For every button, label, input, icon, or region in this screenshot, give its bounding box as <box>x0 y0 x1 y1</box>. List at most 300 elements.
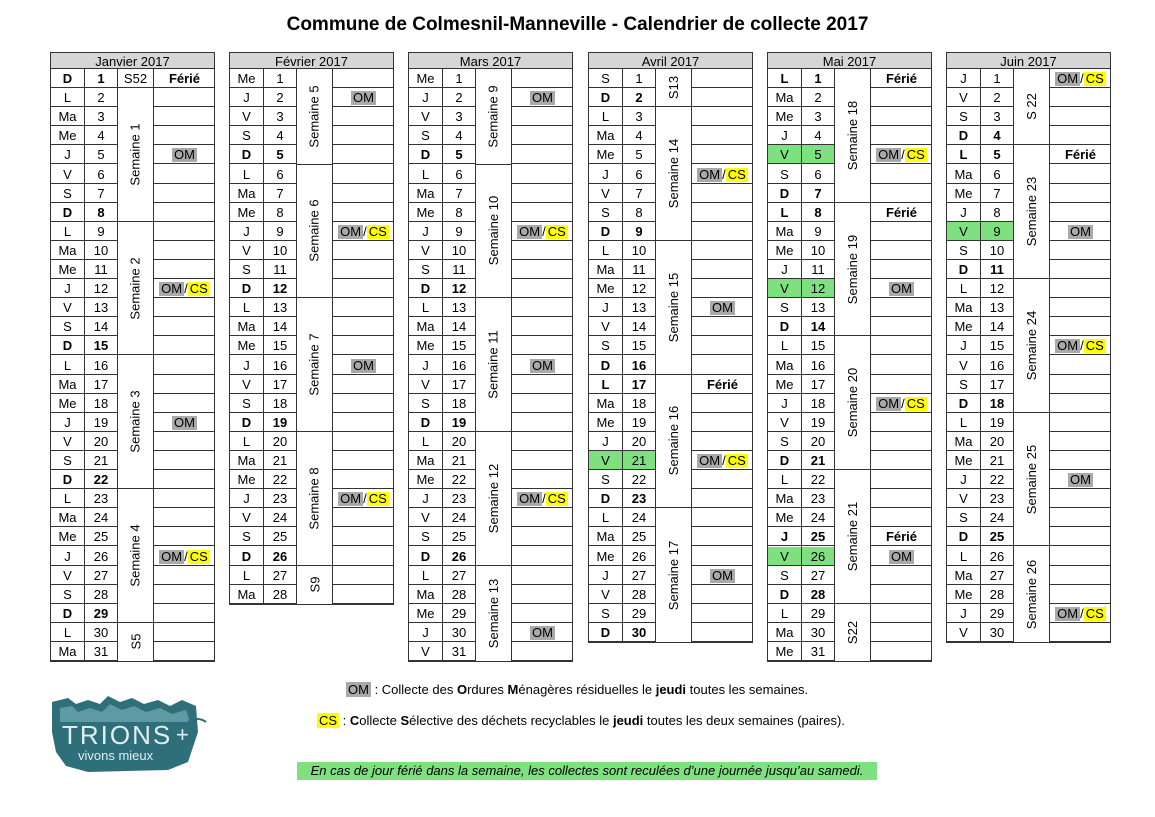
collection-cell <box>692 413 753 432</box>
date-cell: 17 <box>981 375 1013 394</box>
date-cell: 12 <box>981 279 1013 298</box>
collection-cell <box>154 604 215 623</box>
weekday-cell: Me <box>409 203 442 222</box>
collection-cell <box>871 222 932 241</box>
date-cell: 3 <box>264 107 296 126</box>
date-cell: 23 <box>264 489 296 508</box>
om-tag: OM <box>348 682 369 697</box>
collection-cell <box>1050 623 1111 642</box>
date-cell: 26 <box>443 547 475 566</box>
collection-cell <box>692 203 753 222</box>
weekday-cell: J <box>51 279 84 298</box>
weekday-cell: V <box>230 241 263 260</box>
holiday-label: Férié <box>885 529 918 545</box>
legend-cs: CS : Collecte Sélective des déchets recyclables le jeudi toutes les deux semaines (paires). <box>319 713 845 728</box>
collection-cell <box>154 336 215 355</box>
weekday-cell: D <box>589 88 622 107</box>
collection-cell <box>154 394 215 413</box>
date-cell: 4 <box>443 126 475 145</box>
weekday-cell: Me <box>51 394 84 413</box>
date-cell: 24 <box>443 508 475 527</box>
month-table <box>229 52 394 605</box>
weekday-cell: L <box>51 88 84 107</box>
weekday-cell: J <box>409 356 442 375</box>
week-label-text: Semaine 17 <box>666 540 682 610</box>
collection-cell <box>1050 566 1111 585</box>
date-cell: 16 <box>981 356 1013 375</box>
logo-graphic <box>48 692 210 774</box>
collection-cell <box>871 69 932 88</box>
collection-cell <box>692 356 753 375</box>
date-cell: 27 <box>443 566 475 585</box>
date-cell: 22 <box>623 470 655 489</box>
collection-cell <box>871 394 932 413</box>
collection-cell <box>1050 165 1111 184</box>
date-cell: 26 <box>981 547 1013 566</box>
date-cell: 26 <box>623 547 655 566</box>
weekday-cell: Me <box>230 203 263 222</box>
weekday-cell: S <box>589 203 622 222</box>
week-label-text: S5 <box>128 634 143 650</box>
date-cell: 28 <box>264 585 296 604</box>
weekday-cell: L <box>768 470 801 489</box>
collection-cell <box>692 585 753 604</box>
weekday-cell: J <box>51 413 84 432</box>
date-cell: 25 <box>85 527 117 546</box>
holiday-label: Férié <box>168 71 201 86</box>
date-cell: 21 <box>802 451 834 470</box>
om-badge: OM <box>1057 605 1079 621</box>
collection-cell <box>512 317 573 336</box>
weekday-cell: D <box>947 394 980 413</box>
date-cell: 26 <box>802 547 834 566</box>
weekday-cell: Me <box>51 126 84 145</box>
week-label-text: Semaine 14 <box>666 138 682 209</box>
date-cell: 15 <box>264 336 296 355</box>
date-cell: 8 <box>264 203 296 222</box>
weekday-cell: Me <box>409 336 442 355</box>
collection-cell <box>871 184 932 203</box>
collection-cell <box>692 279 753 298</box>
collection-cell <box>333 432 394 451</box>
om-badge: OM <box>712 300 733 316</box>
date-cell: 28 <box>981 585 1013 604</box>
weekday-cell: Me <box>409 604 442 623</box>
date-cell: 3 <box>85 107 117 126</box>
week-label-text: Semaine 13 <box>486 578 502 649</box>
collection-cell <box>692 527 753 546</box>
collection-cell <box>512 413 573 432</box>
date-cell: 21 <box>981 451 1013 470</box>
weekday-cell: D <box>230 279 263 298</box>
weekday-cell: Ma <box>768 222 801 241</box>
date-cell: 19 <box>623 413 655 432</box>
date-cell: 15 <box>443 336 475 355</box>
weekday-cell: L <box>409 298 442 317</box>
weekday-cell: Ma <box>947 566 980 585</box>
date-cell: 12 <box>443 279 475 298</box>
weekday-cell: Ma <box>409 317 442 336</box>
collection-cell <box>1050 394 1111 413</box>
collection-cell <box>512 508 573 527</box>
week-label <box>656 241 691 375</box>
collection-cell <box>512 356 573 375</box>
collection-cell <box>154 432 215 451</box>
date-cell: 3 <box>981 107 1013 126</box>
collection-cell <box>1050 260 1111 279</box>
cs-badge: CS <box>1085 338 1104 354</box>
collection-cell <box>154 642 215 661</box>
week-label-text: S22 <box>844 620 860 645</box>
date-cell: 9 <box>981 222 1013 241</box>
date-cell: 7 <box>85 184 117 203</box>
date-cell: 1 <box>981 69 1013 88</box>
collection-cell <box>1050 413 1111 432</box>
cs-tag: CS <box>319 713 338 728</box>
weekday-cell: J <box>230 88 263 107</box>
collection-cell <box>871 604 932 623</box>
weekday-cell: V <box>589 317 622 336</box>
date-cell: 7 <box>443 184 475 203</box>
om-badge: OM <box>878 147 900 163</box>
date-cell: 31 <box>443 642 475 661</box>
weekday-cell: J <box>589 566 622 585</box>
collection-cell <box>692 126 753 145</box>
collection-cell <box>154 585 215 604</box>
weekday-cell: Ma <box>768 356 801 375</box>
cs-badge: CS <box>189 281 208 297</box>
weekday-cell: L <box>589 375 622 394</box>
month-table <box>767 52 932 662</box>
weekday-cell: Me <box>230 69 263 88</box>
weekday-cell: Me <box>589 413 622 432</box>
collection-cell <box>154 203 215 222</box>
om-badge: OM <box>1070 223 1091 239</box>
weekday-cell: L <box>409 432 442 451</box>
date-cell: 30 <box>802 623 834 642</box>
weekday-cell: J <box>51 547 84 566</box>
weekday-cell: D <box>589 222 622 241</box>
weekday-cell: Me <box>51 527 84 546</box>
collection-cell <box>871 203 932 222</box>
badge-separator: / <box>901 147 905 163</box>
week-label-text: Semaine 24 <box>1024 310 1040 381</box>
week-label-text: Semaine 10 <box>486 196 502 266</box>
weekday-cell: J <box>947 69 980 88</box>
week-label-text: Semaine 7 <box>307 333 322 396</box>
collection-cell <box>692 566 753 585</box>
weekday-cell: V <box>51 298 84 317</box>
weekday-cell: V <box>947 623 980 642</box>
holiday-label: Férié <box>885 204 918 220</box>
collection-cell <box>512 260 573 279</box>
weekday-cell: V <box>589 585 622 604</box>
date-cell: 12 <box>623 279 655 298</box>
week-label-text: Semaine 23 <box>1024 177 1040 247</box>
weekday-cell: L <box>947 279 980 298</box>
collection-cell <box>871 317 932 336</box>
collection-cell <box>512 126 573 145</box>
collection-cell <box>1050 489 1111 508</box>
weekday-cell: Ma <box>230 451 263 470</box>
date-cell: 28 <box>85 585 117 604</box>
date-cell: 3 <box>443 107 475 126</box>
collection-cell <box>512 470 573 489</box>
date-cell: 21 <box>443 451 475 470</box>
collection-cell <box>692 604 753 623</box>
date-cell: 17 <box>623 375 655 394</box>
date-cell: 4 <box>802 126 834 145</box>
date-cell: 28 <box>443 585 475 604</box>
collection-cell <box>512 604 573 623</box>
weekday-cell: Me <box>589 547 622 566</box>
collection-cell <box>871 260 932 279</box>
date-cell: 6 <box>623 165 655 184</box>
date-cell: 13 <box>264 298 296 317</box>
om-badge: OM <box>340 491 362 507</box>
weekday-cell: L <box>230 165 263 184</box>
week-label-text: Semaine 8 <box>307 467 322 530</box>
collection-cell <box>871 165 932 184</box>
date-cell: 18 <box>443 394 475 413</box>
collection-cell <box>512 642 573 661</box>
page-title: Commune de Colmesnil-Manneville - Calendrier de collecte 2017 <box>286 14 869 35</box>
date-cell: 6 <box>981 165 1013 184</box>
date-cell: 26 <box>264 547 296 566</box>
collection-cell <box>333 451 394 470</box>
date-cell: 17 <box>443 375 475 394</box>
cs-badge: CS <box>727 166 746 182</box>
weekday-cell: Ma <box>230 585 263 604</box>
collection-cell <box>512 279 573 298</box>
badge-separator: / <box>901 395 905 411</box>
weekday-cell: L <box>51 222 84 241</box>
date-cell: 14 <box>802 317 834 336</box>
collection-cell <box>692 394 753 413</box>
date-cell: 11 <box>981 260 1013 279</box>
weekday-cell: D <box>409 279 442 298</box>
week-label <box>297 165 332 299</box>
date-cell: 2 <box>443 88 475 107</box>
weekday-cell: J <box>768 394 801 413</box>
collection-cell <box>154 107 215 126</box>
weekday-cell: L <box>230 432 263 451</box>
weekday-cell: V <box>51 165 84 184</box>
date-cell: 7 <box>981 184 1013 203</box>
weekday-cell: S <box>230 527 263 546</box>
date-cell: 15 <box>85 336 117 355</box>
collection-cell <box>154 69 215 88</box>
weekday-cell: Me <box>947 451 980 470</box>
collection-cell <box>1050 375 1111 394</box>
date-cell: 11 <box>443 260 475 279</box>
collection-cell <box>1050 547 1111 566</box>
date-cell: 24 <box>264 508 296 527</box>
collection-cell <box>154 356 215 375</box>
date-cell: 22 <box>443 470 475 489</box>
collection-cell <box>154 165 215 184</box>
collection-cell <box>154 145 215 164</box>
weekday-cell: L <box>51 623 84 642</box>
collection-cell <box>333 222 394 241</box>
collection-cell <box>1050 470 1111 489</box>
collection-cell <box>692 241 753 260</box>
month-grid <box>946 69 1111 643</box>
collection-cell <box>871 432 932 451</box>
weekday-cell: J <box>947 470 980 489</box>
date-cell: 3 <box>802 107 834 126</box>
collection-cell <box>154 470 215 489</box>
weekday-cell: V <box>230 508 263 527</box>
cs-badge: CS <box>906 147 925 163</box>
week-label <box>476 566 511 662</box>
date-cell: 20 <box>802 432 834 451</box>
collection-cell <box>333 203 394 222</box>
date-cell: 29 <box>623 604 655 623</box>
date-cell: 13 <box>623 298 655 317</box>
week-label <box>835 470 870 604</box>
weekday-cell: J <box>230 489 263 508</box>
badge-separator: / <box>363 491 367 507</box>
collection-cell <box>154 566 215 585</box>
weekday-cell: D <box>947 126 980 145</box>
date-cell: 21 <box>85 451 117 470</box>
month-grid <box>50 69 215 662</box>
date-cell: 7 <box>802 184 834 203</box>
collection-cell <box>333 527 394 546</box>
collection-cell <box>154 260 215 279</box>
week-label <box>118 356 153 490</box>
weekday-cell: V <box>409 508 442 527</box>
weekday-cell: Ma <box>51 375 84 394</box>
collection-cell <box>1050 317 1111 336</box>
collection-cell <box>1050 508 1111 527</box>
date-cell: 2 <box>85 88 117 107</box>
date-cell: 9 <box>85 222 117 241</box>
date-cell: 30 <box>623 623 655 642</box>
weekday-cell: S <box>947 107 980 126</box>
weekday-cell: L <box>947 413 980 432</box>
date-cell: 7 <box>264 184 296 203</box>
collection-cell <box>154 527 215 546</box>
collection-cell <box>871 279 932 298</box>
collection-cell <box>154 126 215 145</box>
date-cell: 30 <box>981 623 1013 642</box>
date-cell: 15 <box>981 336 1013 355</box>
weekday-cell: Ma <box>768 623 801 642</box>
collection-cell <box>871 489 932 508</box>
collection-cell <box>1050 222 1111 241</box>
date-cell: 9 <box>443 222 475 241</box>
collection-cell <box>871 336 932 355</box>
collection-cell <box>333 336 394 355</box>
date-cell: 9 <box>802 222 834 241</box>
date-cell: 20 <box>623 432 655 451</box>
weekday-cell: S <box>230 126 263 145</box>
collection-cell <box>333 470 394 489</box>
date-cell: 16 <box>802 356 834 375</box>
weekday-cell: V <box>409 241 442 260</box>
date-cell: 11 <box>264 260 296 279</box>
collection-cell <box>512 203 573 222</box>
month-header: Mars 2017 <box>408 52 573 69</box>
date-cell: 25 <box>981 527 1013 546</box>
date-cell: 11 <box>623 260 655 279</box>
weekday-cell: V <box>409 375 442 394</box>
weekday-cell: J <box>230 356 263 375</box>
weekday-cell: D <box>409 145 442 164</box>
collection-cell <box>871 375 932 394</box>
week-label-text: S9 <box>307 576 322 593</box>
om-badge: OM <box>699 166 721 182</box>
trions-logo <box>48 692 210 774</box>
om-badge: OM <box>699 453 721 468</box>
weekday-cell: V <box>768 547 801 566</box>
date-cell: 8 <box>981 203 1013 222</box>
collection-cell <box>333 241 394 260</box>
weekday-cell: S <box>768 298 801 317</box>
weekday-cell: V <box>409 107 442 126</box>
date-cell: 22 <box>264 470 296 489</box>
collection-cell <box>692 451 753 470</box>
collection-cell <box>512 566 573 585</box>
weekday-cell: Ma <box>409 585 442 604</box>
date-cell: 25 <box>802 527 834 546</box>
collection-cell <box>512 241 573 260</box>
weekday-cell: Me <box>947 184 980 203</box>
date-cell: 5 <box>623 145 655 164</box>
weekday-cell: J <box>947 336 980 355</box>
week-label-text: Semaine 4 <box>128 524 143 587</box>
weekday-cell: Me <box>589 279 622 298</box>
om-badge: OM <box>161 548 183 564</box>
weekday-cell: J <box>409 623 442 642</box>
weekday-cell: Ma <box>947 432 980 451</box>
date-cell: 29 <box>85 604 117 623</box>
weekday-cell: V <box>947 489 980 508</box>
date-cell: 8 <box>802 203 834 222</box>
week-label-text: Semaine 9 <box>486 85 501 148</box>
date-cell: 10 <box>623 241 655 260</box>
badge-separator: / <box>363 223 367 239</box>
date-cell: 12 <box>802 279 834 298</box>
date-cell: 16 <box>443 356 475 375</box>
week-label-text: S52 <box>123 70 148 86</box>
date-cell: 15 <box>623 336 655 355</box>
om-badge: OM <box>161 281 183 297</box>
week-label <box>1014 547 1049 643</box>
weekday-cell: L <box>768 604 801 623</box>
collection-cell <box>512 336 573 355</box>
date-cell: 2 <box>981 88 1013 107</box>
collection-cell <box>871 451 932 470</box>
collection-cell <box>154 623 215 642</box>
cs-badge: CS <box>1085 605 1104 621</box>
collection-cell <box>1050 126 1111 145</box>
date-cell: 22 <box>802 470 834 489</box>
collection-cell <box>871 470 932 489</box>
month-header: Avril 2017 <box>588 52 753 69</box>
cs-badge: CS <box>189 548 208 564</box>
week-label-text: Semaine 11 <box>486 330 502 399</box>
month-table <box>588 52 753 643</box>
collection-cell <box>333 88 394 107</box>
collection-cell <box>333 489 394 508</box>
weekday-cell: D <box>589 356 622 375</box>
week-label <box>656 107 691 241</box>
om-badge: OM <box>353 357 374 373</box>
week-label <box>656 508 691 642</box>
